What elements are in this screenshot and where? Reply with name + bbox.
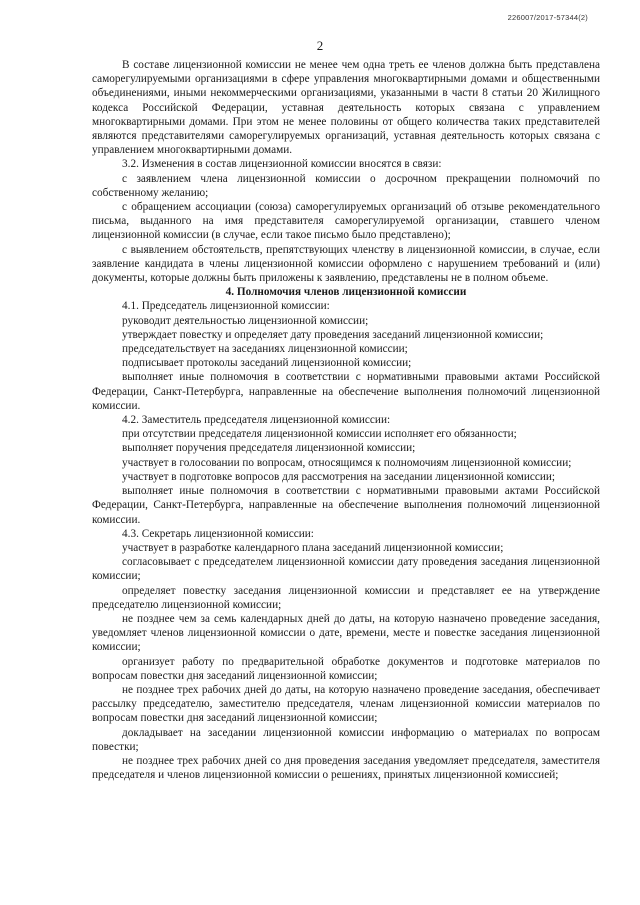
paragraph: выполняет иные полномочия в соответствии с нормативными правовыми актами Российской Федерации, Санкт-Петербурга, направленные на обеспечение выполнения полномочий лицензионной комиссии.: [92, 371, 600, 412]
paragraph: руководит деятельностью лицензионной комиссии;: [122, 314, 369, 327]
paragraph: 3.2. Изменения в состав лицензионной комиссии вносятся в связи:: [122, 158, 442, 171]
document-body: [92, 58, 600, 782]
paragraph: 4.2. Заместитель председателя лицензионной комиссии:: [122, 414, 391, 427]
paragraph: с обращением ассоциации (союза) саморегулируемых организаций об отзыве рекомендательного письма, выданного на имя представителя саморегулируемой организации, ставшего членом лицензионной комиссии (в случае, если такое письмо было представлено);: [92, 201, 600, 242]
section-heading: 4. Полномочия членов лицензионной комиссии: [225, 286, 467, 299]
paragraph: выполняет поручения председателя лицензионной комиссии;: [122, 442, 416, 455]
paragraph: не позднее чем за семь календарных дней до даты, на которую назначено проведение заседания, уведомляет членов лицензионной комиссии о дате, времени, месте и повестке заседания лицензионной комиссии;: [92, 612, 600, 654]
paragraph: участвует в подготовке вопросов для рассмотрения на заседании лицензионной комиссии;: [122, 470, 556, 483]
paragraph: докладывает на заседании лицензионной комиссии информацию о материалах по вопросам повестки;: [92, 726, 600, 753]
paragraph: участвует в голосовании по вопросам, относящимся к полномочиям лицензионной комиссии;: [122, 456, 572, 469]
paragraph: выполняет иные полномочия в соответствии с нормативными правовыми актами Российской Федерации, Санкт-Петербурга, направленные на обеспечение выполнения полномочий лицензионной комиссии.: [92, 485, 600, 526]
page-number: 2: [316, 38, 324, 53]
paragraph: не позднее трех рабочих дней до даты, на которую назначено проведение заседания, обеспечивает рассылку председателю, заместителю председателя, членам лицензионной комиссии материалов по вопросам повестки дня заседаний лицензионной комиссии;: [92, 683, 600, 725]
paragraph: 4.3. Секретарь лицензионной комиссии:: [122, 527, 314, 540]
paragraph: определяет повестку заседания лицензионной комиссии и представляет ее на утверждение председателю лицензионной комиссии;: [92, 584, 600, 611]
paragraph: с заявлением члена лицензионной комиссии о досрочном прекращении полномочий по собственному желанию;: [92, 172, 600, 199]
paragraph: В составе лицензионной комиссии не менее чем одна треть ее членов должна быть представлена саморегулируемыми организациями в сфере управления многоквартирными домами и общественными объединениями, иными некоммерческими организациями, указанными в части 8 статьи 20 Жилищного кодекса Российской Федерации, уставная деятельность которых связана с управлением многоквартирными домами. При этом не менее половины от общего количества таких представителей являются представителями саморегулируемых организаций, уставная деятельность которых связана с управлением многоквартирными домами.: [92, 59, 600, 157]
paragraph: утверждает повестку и определяет дату проведения заседаний лицензионной комиссии;: [122, 328, 544, 341]
paragraph: с выявлением обстоятельств, препятствующих членству в лицензионной комиссии, в случае, если заявление кандидата в члены лицензионной комиссии оформлено с нарушением требований и (или) документы, которые должны быть приложены к заявлению, представлены не в полном объеме.: [92, 243, 600, 285]
paragraph: подписывает протоколы заседаний лицензионной комиссии;: [122, 357, 412, 370]
paragraph: при отсутствии председателя лицензионной комиссии исполняет его обязанности;: [122, 428, 517, 441]
paragraph: не позднее трех рабочих дней со дня проведения заседания уведомляет председателя, заместителя председателя и членов лицензионной комиссии о решениях, принятых лицензионной комиссией;: [92, 754, 600, 782]
paragraph: участвует в разработке календарного плана заседаний лицензионной комиссии;: [122, 541, 504, 554]
paragraph: организует работу по предварительной обработке документов и подготовке материалов по вопросам повестки дня заседаний лицензионной комиссии;: [92, 655, 600, 682]
paragraph: председательствует на заседаниях лицензионной комиссии;: [122, 343, 408, 356]
document-number: 226007/2017-57344(2): [507, 13, 588, 22]
paragraph: согласовывает с председателем лицензионной комиссии дату проведения заседания лицензионной комиссии;: [92, 556, 600, 583]
paragraph: 4.1. Председатель лицензионной комиссии:: [122, 300, 330, 313]
